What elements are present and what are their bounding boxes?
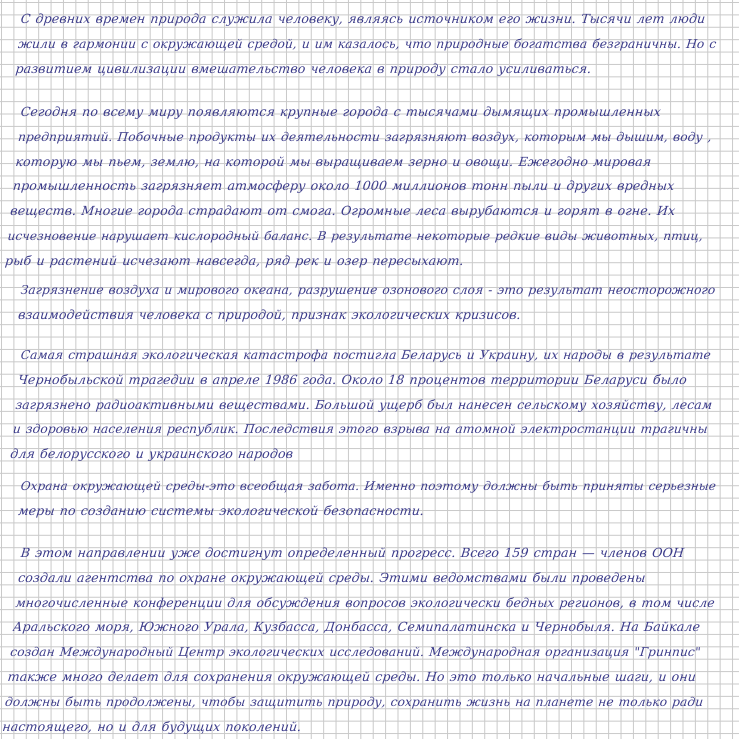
paragraph-line: Загрязнение воздуха и мирового океана, разрушение озонового слоя - это результат неосторожного — [20, 283, 717, 297]
paragraph-line: предприятий. Побочные продукты их деятельности загрязняют воздух, которым мы дышим, воду , — [17, 129, 713, 144]
paragraph-line: должны быть продолжены, чтобы защитить природу, сохранить жизнь на планете не только ради — [4, 694, 704, 709]
paragraph-line: промышленность загрязняет атмосферу около 1000 миллионов тонн пыли и других вредных — [12, 178, 676, 194]
paragraph-line: Охрана окружающей среды-это всеобщая забота. Именно поэтому должны быть приняты серьезные — [20, 479, 717, 493]
paragraph-6 — [1, 541, 722, 739]
paragraph-line: развитием цивилизации вмешательство человека в природу стало усиливаться. — [14, 60, 593, 76]
paragraph-line: меры по созданию системы экологической безопасности. — [17, 502, 425, 518]
paragraph-line: Сегодня по всему миру появляются крупные города с тысячами дымящих промышленных — [20, 104, 662, 119]
paragraph-5 — [17, 474, 722, 524]
paragraph-line: С древних времен природа служила человеку, являясь источником его жизни. Тысячи лет люди — [20, 11, 707, 26]
paragraph-line: многочисленные конференции для обсуждения вопросов экологически бедных регионов, в том числе — [14, 594, 716, 610]
paragraph-line: жили в гармонии с окружающей средой, и им казалось, что природные богатства безграничны. Но с — [17, 36, 718, 51]
paragraph-line: рыб и растений исчезают навсегда, ряд рек и озер пересыхают. — [4, 252, 465, 268]
paragraph-line: для белорусского и украинского народов — [9, 446, 294, 462]
paragraph-line: Аральского моря, Южного Урала, Кузбасса, Донбасса, Семипалатинска и Чернобыля. На Байкале — [12, 619, 701, 635]
paragraph-line: загрязнено радиоактивными веществами. Большой ущерб был нанесен сельскому хозяйству, лесам — [14, 396, 714, 412]
paragraph-1 — [14, 7, 722, 81]
paragraph-line: В этом направлении уже достигнут определенный прогресс. Всего 159 стран — членов ООН — [20, 545, 685, 560]
paragraph-line: создали агентства по охране окружающей среды. Этими ведомствами были проведены — [17, 569, 647, 585]
paragraph-line: веществ. Многие города страдают от смога. Огромные леса вырубаются и горят в огне. Их — [9, 203, 677, 219]
paragraph-line: Чернобыльской трагедии в апреле 1986 года. Около 18 процентов территории Беларуси было — [17, 371, 688, 387]
paragraph-line: и здоровью населения республик. Последствия этого взрыва на атомной электростанции трагичны — [12, 422, 709, 437]
paragraph-line: взаимодействия человека с природой, признак экологических кризисов. — [17, 306, 522, 322]
paragraph-line: создан Международный Центр экологических исследований. Международная организация "Гринпис" — [9, 645, 702, 660]
paragraph-line: исчезновение нарушает кислородный баланс. В результате некоторые редкие виды животных, птиц, — [6, 228, 704, 243]
paragraph-line: Самая страшная экологическая катастрофа постигла Беларусь и Украину, их народы в результате — [20, 348, 712, 362]
paragraph-2 — [4, 100, 722, 274]
paragraph-4 — [9, 343, 722, 467]
paragraph-line: также много делает для сохранения окружающей среды. Но это только начальные шаги, и они — [6, 668, 697, 684]
paragraph-3 — [17, 278, 722, 328]
paragraph-line: настоящего, но и для будущих поколений. — [1, 718, 303, 734]
paragraph-line: которую мы пьем, землю, на которой мы выращиваем зерно и овощи. Ежегодно мировая — [14, 153, 653, 169]
